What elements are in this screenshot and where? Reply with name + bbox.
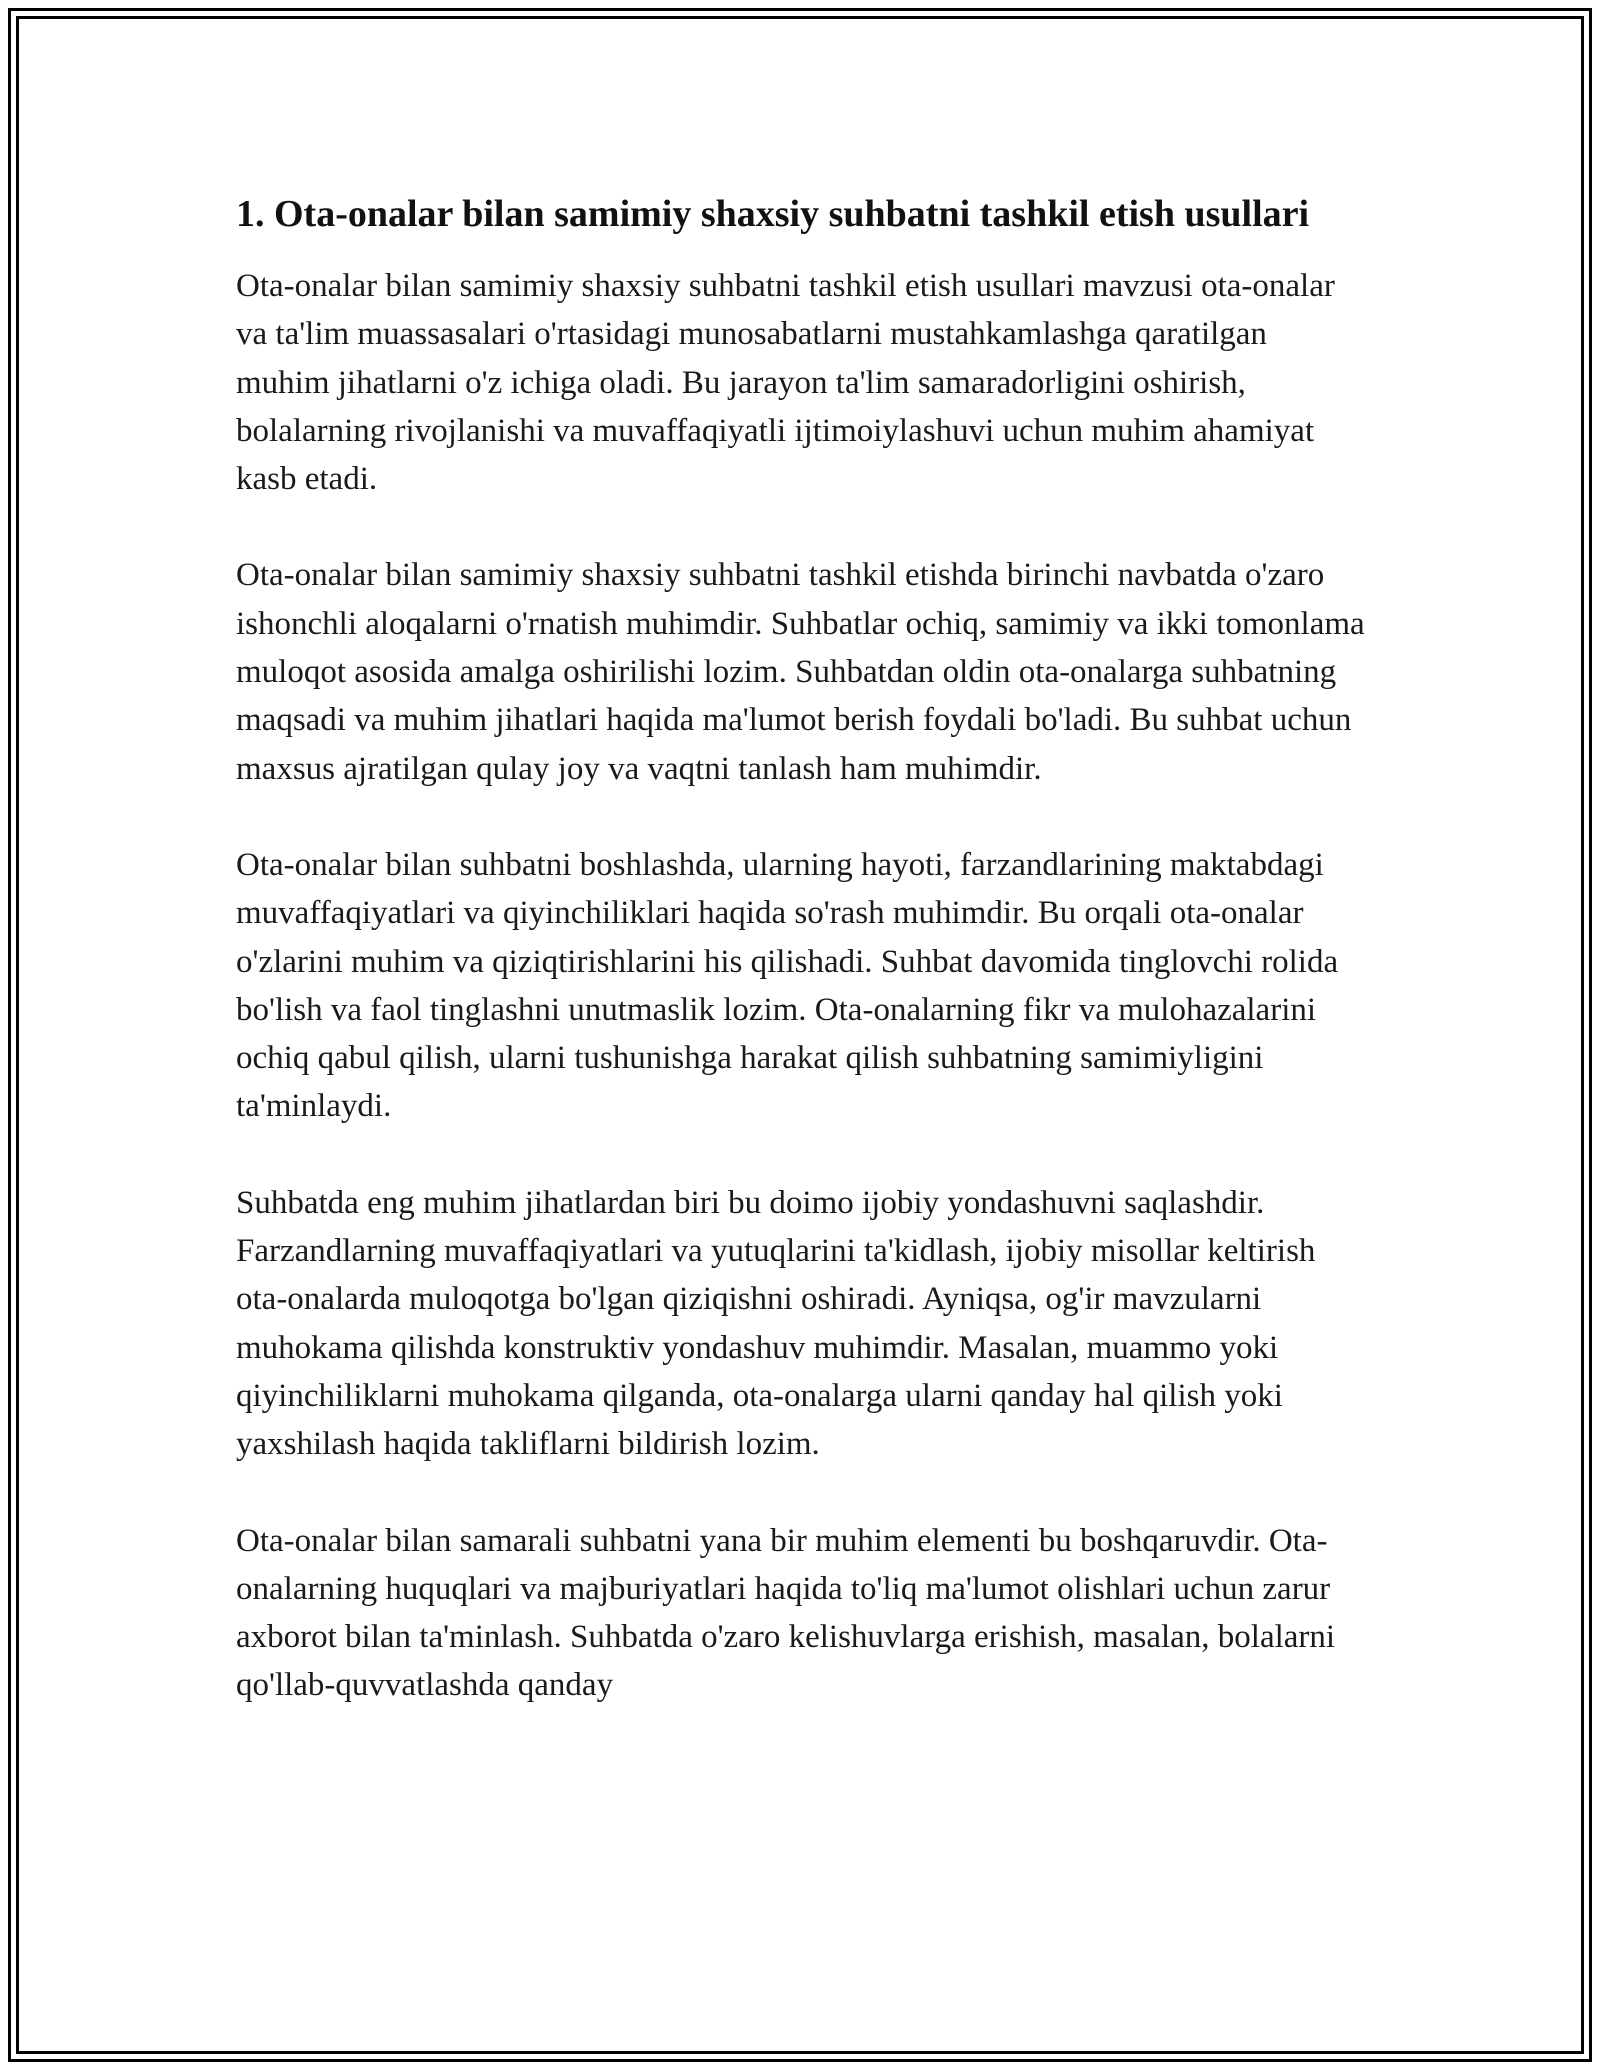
paragraph-2: Ota-onalar bilan samimiy shaxsiy suhbatni tashkil etishda birinchi navbatda o'zaro ishonchli aloqalarni o'rnatish muhimdir. Suhbatlar ochiq, samimiy va ikki tomonlama muloqot asosida amalga oshirilishi lozim. Suhbatdan oldin ota-onalarga suhbatning maqsadi va muhim jihatlari haqida ma'lumot berish foydali bo'ladi. Bu suhbat uchun maxsus ajratilgan qulay joy va vaqtni tanlash ham muhimdir.: [236, 557, 1365, 787]
paragraph-1: Ota-onalar bilan samimiy shaxsiy suhbatni tashkil etish usullari mavzusi ota-onalar va ta'lim muassasalari o'rtasidagi munosabatlarni mustahkamlashga qaratilgan muhim jihatlarni o'z ichiga oladi. Bu jarayon ta'lim samaradorligini oshirish, bolalarning rivojlanishi va muvaffaqiyatli ijtimoiylashuvi uchun muhim ahamiyat kasb etadi.: [236, 268, 1335, 498]
paragraph-3: Ota-onalar bilan suhbatni boshlashda, ularning hayoti, farzandlarining maktabdagi muvaffaqiyatlari va qiyinchiliklari haqida so'rash muhimdir. Bu orqali ota-onalar o'zlarini muhim va qiziqtirishlarini his qilishadi. Suhbat davomida tinglovchi rolida bo'lish va faol tinglashni unutmaslik lozim. Ota-onalarning fikr va mulohazalarini ochiq qabul qilish, ularni tushunishga harakat qilish suhbatning samimiyligini ta'minlaydi.: [236, 846, 1339, 1125]
document-body: [236, 186, 1366, 1710]
section-heading: 1. Ota-onalar bilan samimiy shaxsiy suhbatni tashkil etish usullari: [236, 193, 1310, 235]
paragraph-4: Suhbatda eng muhim jihatlardan biri bu doimo ijobiy yondashuvni saqlashdir. Farzandlarning muvaffaqiyatlari va yutuqlarini ta'kidlash, ijobiy misollar keltirish ota-onalarda muloqotga bo'lgan qiziqishni oshiradi. Ayniqsa, og'ir mavzularni muhokama qilishda konstruktiv yondashuv muhimdir. Masalan, muammo yoki qiyinchiliklarni muhokama qilganda, ota-onalarga ularni qanday hal qilish yoki yaxshilash haqida takliflarni bildirish lozim.: [236, 1184, 1316, 1463]
paragraph-5: Ota-onalar bilan samarali suhbatni yana bir muhim elementi bu boshqaruvdir. Ota-onalarning huquqlari va majburiyatlari haqida to'liq ma'lumot olishlari uchun zarur axborot bilan ta'minlash. Suhbatda o'zaro kelishuvlarga erishish, masalan, bolalarni qo'llab-quvvatlashda qanday: [236, 1522, 1336, 1704]
